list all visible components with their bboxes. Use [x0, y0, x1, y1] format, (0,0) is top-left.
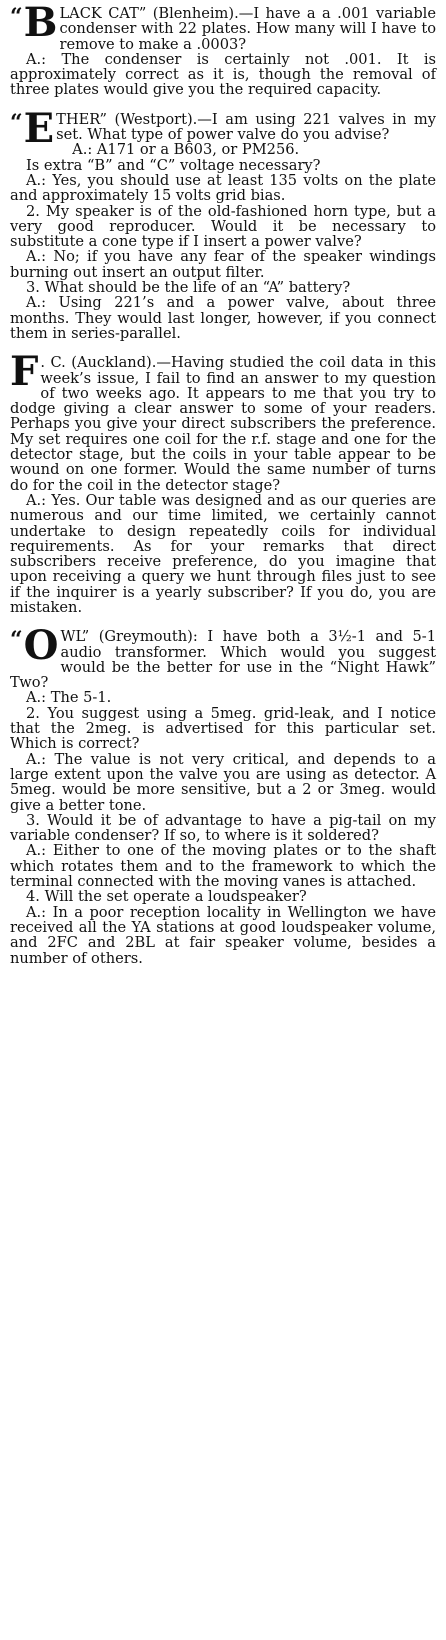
question-text: 2. You suggest using a 5meg. grid-leak, and I notice that the 2meg. is advertised for this particular set. Which is correct?: [10, 704, 436, 753]
drop-cap: O: [23, 622, 59, 670]
query-entry-black-cat: [10, 0, 436, 99]
question-text: I have both a 3½-1 and 5-1 audio transformer. Which would you suggest would be the better for use in the “Night Hawk” Two?: [10, 628, 436, 692]
question-text: I have a a .001 variable condenser with 22 plates. How many will I have to remove to make a .0003?: [59, 5, 436, 53]
query-entry-ether: [10, 104, 437, 342]
entry-opening: [10, 622, 436, 692]
question-text: I am using 221 valves in my set. What type of power valve do you advise?: [56, 110, 437, 144]
answer-text: A.: Yes, you should use at least 135 volts on the plate and approximately 15 volts grid bias.: [10, 171, 436, 205]
query-entry-owl: [10, 622, 436, 967]
answer-text: A.: In a poor reception locality in Wellington we have received all the YA stations at good loudspeaker volume, and 2FC and 2BL at fair speaker volume, besides a number of others.: [10, 903, 436, 967]
drop-cap: E: [23, 104, 55, 152]
entry-heading: LACK CAT” (Blenheim).—: [59, 5, 254, 22]
entry-heading: WL” (Greymouth):: [60, 628, 198, 646]
answer-text: A.: The condenser is certainly not .001. It is approximately correct as it is, though the removal of three plates would give you the required capacity.: [10, 50, 436, 99]
answer-text: A.: The value is not very critical, and depends to a large extent upon the valve you are using as detector. A 5meg. would be more sensitive, but a 2 or 3meg. would give a better tone.: [10, 750, 436, 814]
question-text: 4. Will the set operate a loudspeaker?: [26, 888, 307, 906]
answer-text: A.: The 5-1.: [26, 689, 112, 707]
answer-text: A.: Either to one of the moving plates or to the shaft which rotates them and to the framework to which the terminal connected with the moving vanes is attached.: [10, 842, 436, 891]
entry-heading: . C. (Auckland).—: [40, 354, 171, 372]
answer-text: A.: No; if you have any fear of the speaker windings burning out insert an output filter.: [10, 248, 436, 281]
question-text: 3. Would it be of advantage to have a pig-tail on my variable condenser? If so, to where is it soldered?: [10, 811, 436, 845]
question-text: 3. What should be the life of an “A” battery?: [26, 279, 351, 297]
entry-opening: [10, 0, 436, 53]
question-text: Having studied the coil data in this week’s issue, I fail to find an answer to my question of two weeks ago. It appears to me that you try to dodge giving a clear answer to some of your readers. Perhaps you give your direct subscribers the preference. My set requires one coil for the r.f. stage and one for the detector stage, but the coils in your table appear to be wound on one former. Would the same number of turns do for the coil in the detector stage?: [10, 354, 436, 494]
answer-text: A.: A171 or a B603, or PM256.: [72, 141, 300, 159]
question-text: 2. My speaker is of the old-fashioned horn type, but a very good reproducer. Would it be necessary to substitute a cone type if I insert a power valve?: [10, 202, 436, 251]
answer-text: A.: Yes. Our table was designed and as our queries are numerous and our time limited, we certainly cannot undertake to design repeatedly coils for individual requirements. As for your remarks that direct subscribers receive preference, do you imagine that upon receiving a query we hunt through files just to see if the inquirer is a yearly subscriber? If you do, you are mistaken.: [10, 491, 436, 616]
open-quote: “: [10, 109, 23, 136]
answer-text: A.: Using 221’s and a power valve, about three months. They would last longer, however, if you connect them in series-parallel.: [10, 294, 436, 342]
open-quote: “: [10, 627, 23, 654]
entry-heading: THER” (Westport).—: [56, 110, 212, 128]
drop-cap: F: [10, 348, 39, 396]
entry-separator: [10, 98, 436, 112]
article-page: [10, 0, 436, 966]
query-entry-fc-auckland: [10, 348, 436, 616]
open-quote: “: [10, 4, 23, 30]
question-text: Is extra “B” and “C” voltage necessary?: [26, 156, 321, 174]
drop-cap: B: [23, 0, 58, 46]
entry-opening: [10, 348, 436, 494]
